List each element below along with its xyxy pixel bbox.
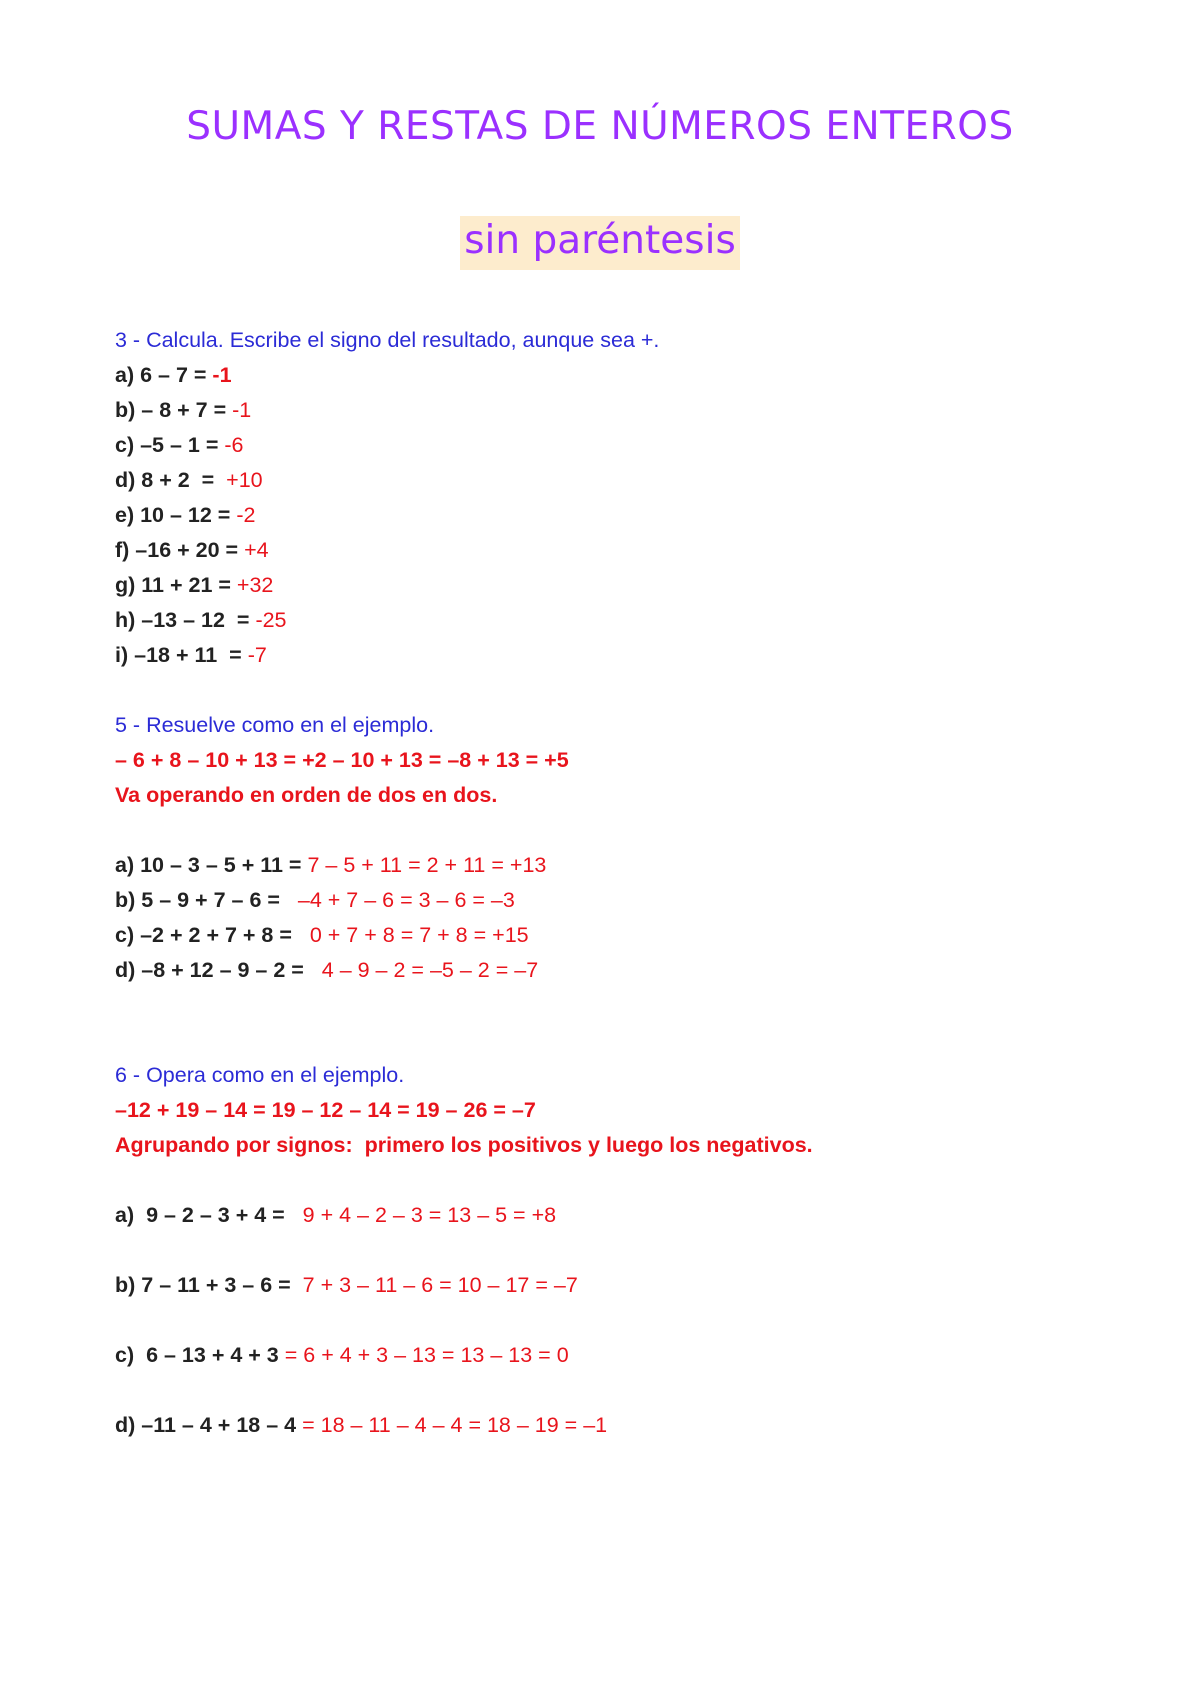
exercise-question: c) –5 – 1 = [115, 433, 225, 457]
exercise-item [115, 1408, 1115, 1443]
exercise-question: b) 5 – 9 + 7 – 6 = [115, 888, 292, 912]
exercise-answer: -1 [232, 398, 252, 422]
spacer [115, 1373, 1115, 1408]
exercise-item [115, 568, 1115, 603]
spacer [115, 673, 1115, 708]
exercise-question: c) –2 + 2 + 7 + 8 = [115, 923, 304, 947]
exercise-5-example: – 6 + 8 – 10 + 13 = +2 – 10 + 13 = –8 + 13 = +5 [115, 748, 569, 772]
exercise-question: b) 7 – 11 + 3 – 6 = [115, 1273, 303, 1297]
exercise-6-note: Agrupando por signos: primero los positivos y luego los negativos. [115, 1133, 813, 1157]
exercise-answer: 4 – 9 – 2 = –5 – 2 = –7 [315, 958, 539, 982]
exercise-answer: 9 + 4 – 2 – 3 = 13 – 5 = +8 [296, 1203, 557, 1227]
exercise-answer: +32 [236, 573, 274, 597]
exercise-6 [115, 1058, 1115, 1443]
exercise-item [115, 463, 1115, 498]
exercise-question: i) –18 + 11 = [115, 643, 248, 667]
exercise-answer: +10 [220, 468, 263, 492]
exercise-answer: –4 + 7 – 6 = 3 – 6 = –3 [291, 888, 515, 912]
subtitle-container [0, 216, 1200, 270]
exercise-question: a) 9 – 2 – 3 + 4 = [115, 1203, 297, 1227]
spacer [115, 813, 1115, 848]
exercise-item [115, 953, 1115, 988]
spacer [115, 1163, 1115, 1198]
exercise-question: f) –16 + 20 = [115, 538, 245, 562]
exercise-question: g) 11 + 21 = [115, 573, 237, 597]
exercise-item [115, 428, 1115, 463]
exercise-answer: = 6 + 4 + 3 – 13 = 13 – 13 = 0 [284, 1343, 569, 1367]
spacer [115, 1303, 1115, 1338]
exercise-item [115, 533, 1115, 568]
exercise-question: a) 10 – 3 – 5 + 11 = [115, 853, 308, 877]
exercise-question: b) – 8 + 7 = [115, 398, 233, 422]
exercise-answer: 7 – 5 + 11 = 2 + 11 = +13 [307, 853, 547, 877]
exercise-5 [115, 708, 1115, 988]
exercise-5-note: Va operando en orden de dos en dos. [115, 783, 498, 807]
exercise-item [115, 358, 1115, 393]
exercise-question: h) –13 – 12 = [115, 608, 256, 632]
exercise-answer: -7 [247, 643, 267, 667]
exercise-5-heading: 5 - Resuelve como en el ejemplo. [115, 713, 435, 737]
exercise-answer: 7 + 3 – 11 – 6 = 10 – 17 = –7 [302, 1273, 578, 1297]
exercise-answer: +4 [244, 538, 269, 562]
exercise-question: d) –11 – 4 + 18 – 4 [115, 1413, 303, 1437]
exercise-answer: -1 [212, 363, 232, 387]
exercise-3-heading: 3 - Calcula. Escribe el signo del resultado, aunque sea +. [115, 328, 660, 352]
exercise-question: a) 6 – 7 = [115, 363, 213, 387]
exercise-answer: 0 + 7 + 8 = 7 + 8 = +15 [303, 923, 529, 947]
exercise-item [115, 1338, 1115, 1373]
exercise-answer: = 18 – 11 – 4 – 4 = 18 – 19 = –1 [302, 1413, 608, 1437]
exercise-question: d) –8 + 12 – 9 – 2 = [115, 958, 316, 982]
exercise-question: d) 8 + 2 = [115, 468, 221, 492]
exercise-answer: -2 [236, 503, 256, 527]
spacer [115, 1233, 1115, 1268]
exercise-answer: -6 [224, 433, 244, 457]
exercise-item [115, 918, 1115, 953]
page-title: SUMAS Y RESTAS DE NÚMEROS ENTEROS [186, 104, 1014, 149]
exercise-answer: -25 [255, 608, 287, 632]
page-subtitle: sin paréntesis [460, 216, 740, 270]
exercise-question: c) 6 – 13 + 4 + 3 [115, 1343, 285, 1367]
exercise-item [115, 1268, 1115, 1303]
exercise-6-heading: 6 - Opera como en el ejemplo. [115, 1063, 405, 1087]
exercise-6-example: –12 + 19 – 14 = 19 – 12 – 14 = 19 – 26 = –7 [115, 1098, 536, 1122]
worksheet-content [115, 323, 1115, 1443]
spacer [115, 988, 1115, 1058]
exercise-item [115, 1198, 1115, 1233]
exercise-3 [115, 323, 1115, 673]
exercise-item [115, 638, 1115, 673]
exercise-item [115, 603, 1115, 638]
exercise-question: e) 10 – 12 = [115, 503, 237, 527]
exercise-item [115, 498, 1115, 533]
exercise-item [115, 883, 1115, 918]
exercise-item [115, 848, 1115, 883]
exercise-item [115, 393, 1115, 428]
